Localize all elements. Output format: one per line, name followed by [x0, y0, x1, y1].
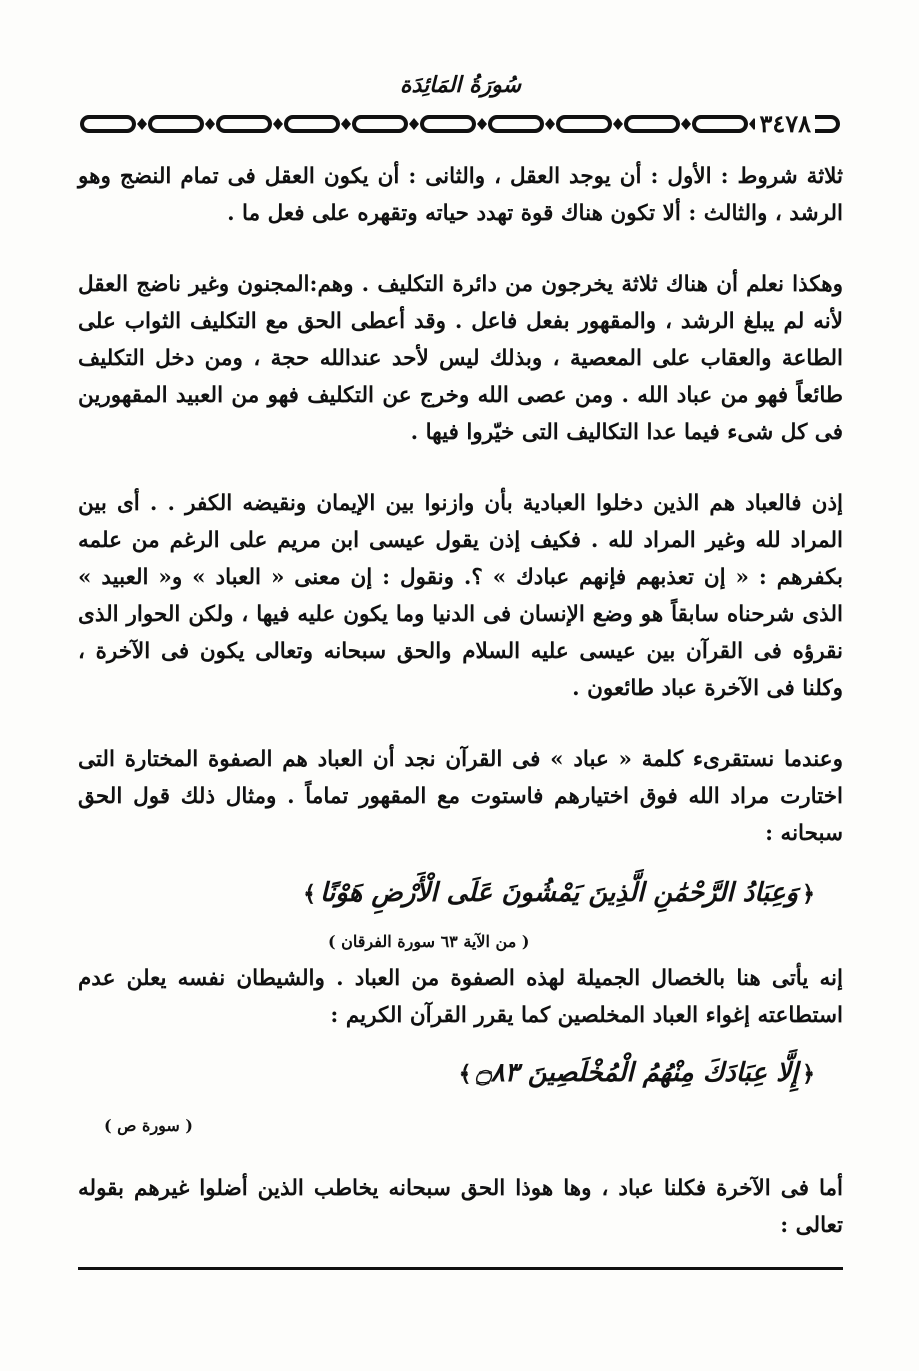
verse-2-text: إِلَّا عِبَادَكَ مِنْهُمُ الْمُخْلَصِينَ ۝٨٣ — [475, 1058, 799, 1088]
paragraph-6: أما فى الآخرة فكلنا عباد ، وها هوذا الحق سبحانه يخاطب الذين أضلوا غيرهم بقوله تعالى : — [78, 1176, 843, 1238]
verse-open-bracket-icon: ﴿ — [802, 1061, 815, 1087]
chain-ornament-icon — [78, 110, 843, 138]
paragraph-2: وهكذا نعلم أن هناك ثلاثة يخرجون من دائرة التكليف . وهم:المجنون وغير ناضج العقل لأنه لم يبلغ الرشد ، والمقهور بفعل فاعل . وقد أعطى الحق مع التكليف الثواب على الطاعة والعقاب على المعصية ، وبذلك ليس لأحد عندالله حجة ، ومن دخل التكليف طائعاً فهو من عباد الله . ومن عصى الله وخرج عن التكليف فهو من العبيد المقهورين فى كل شىء فيما عدا التكاليف التى خيّروا فيها . — [78, 272, 843, 445]
paragraph-3: إذن فالعباد هم الذين دخلوا العبادية بأن وازنوا بين الإيمان ونقيضه الكفر . . أى بين المراد لله وغير المراد لله . فكيف إذن يقول عيسى ابن مريم على الرغم من علمه بكفرهم : « إن تعذبهم فإنهم عبادك » ؟. ونقول : إن معنى « العباد » و« العبيد » الذى شرحناه سابقاً هو وضع الإنسان فى الدنيا وما يكون عليه فيها ، ولكن الحوار الذى نقرؤه فى القرآن بين عيسى عليه السلام والحق سبحانه وتعالى يكون فى الآخرة ، وكلنا فى الآخرة عباد طائعون . — [78, 491, 843, 701]
page — [78, 0, 843, 1371]
main-text — [78, 158, 843, 886]
quran-verse-2 — [455, 1058, 819, 1088]
paragraph-4: وعندما نستقرىء كلمة « عباد » فى القرآن نجد أن العباد هم الصفوة المختارة التى اختارت مراد الله فوق اختيارهم فاستوت مع المقهور تماماً . ومثال ذلك قول الحق سبحانه : — [78, 747, 843, 846]
paragraph-6-block — [78, 1170, 843, 1244]
paragraph-1: ثلاثة شروط : الأول : أن يوجد العقل ، والثانى : أن يكون العقل فى تمام النضج وهو الرشد ، والثالث : ألا تكون هناك قوة تهدد حياته وتقهره على فعل ما . — [78, 164, 843, 226]
paragraph-5-block — [78, 960, 843, 1034]
footer-rule — [78, 1267, 843, 1270]
verse-1-citation: ( من الآية ٦٣ سورة الفرقان ) — [328, 932, 530, 951]
verse-1-text: وَعِبَادُ الرَّحْمَٰنِ الَّذِينَ يَمْشُونَ عَلَى الْأَرْضِ هَوْنًا — [320, 878, 799, 908]
verse-close-bracket-icon: ﴾ — [303, 881, 317, 907]
verse-open-bracket-icon: ﴿ — [802, 881, 815, 907]
verse-close-bracket-icon: ﴾ — [458, 1061, 472, 1087]
surah-title: سُورَةُ المَائِدَة — [399, 72, 522, 98]
quran-verse-1 — [299, 878, 819, 908]
header-ornament-band — [78, 110, 843, 138]
paragraph-5: إنه يأتى هنا بالخصال الجميلة لهذه الصفوة من العباد . والشيطان نفسه يعلن عدم استطاعته إغواء العباد المخلصين كما يقرر القرآن الكريم : — [78, 966, 843, 1028]
page-number: ٣٤٧٨ — [755, 110, 815, 138]
verse-2-citation: ( سورة ص ) — [104, 1116, 193, 1135]
